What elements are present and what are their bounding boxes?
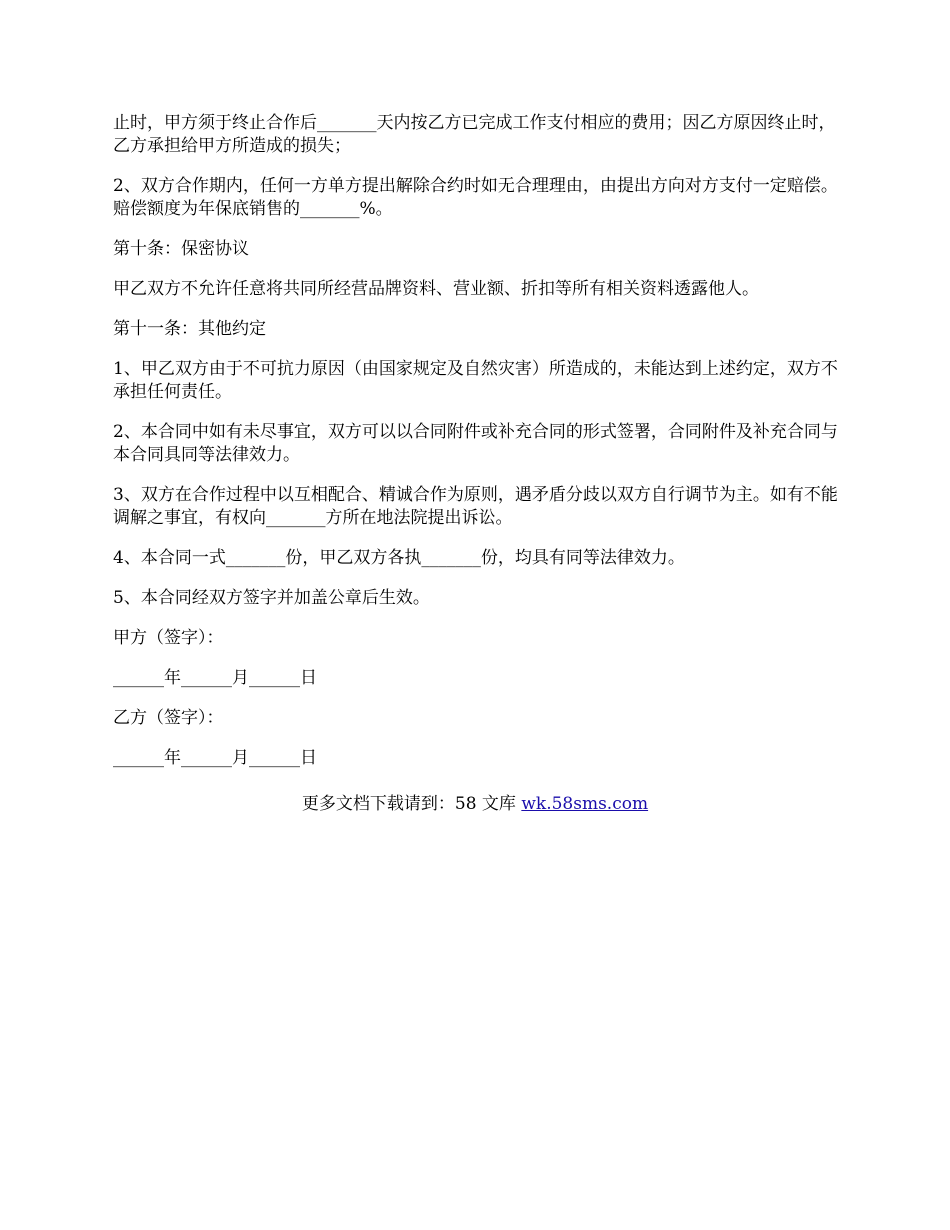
paragraph-force-majeure: 1、甲乙双方由于不可抗力原因（由国家规定及自然灾害）所造成的，未能达到上述约定，双方不承担任何责任。 <box>113 359 838 402</box>
party-b-signature-label: 乙方（签字）： <box>113 708 224 728</box>
footer <box>0 793 950 816</box>
paragraph-copies: 4、本合同一式_______份，甲乙双方各执_______份，均具有同等法律效力。 <box>113 548 685 568</box>
document-body <box>113 112 838 787</box>
paragraph-dispute-resolution: 3、双方在合作过程中以互相配合、精诚合作为原则，遇矛盾分歧以双方自行调节为主。如有不能调解之事宜，有权向_______方所在地法院提出诉讼。 <box>113 485 838 528</box>
party-a-date-line: ______年______月______日 <box>113 668 317 688</box>
paragraph-effectiveness: 5、本合同经双方签字并加盖公章后生效。 <box>113 588 430 608</box>
footer-link[interactable]: wk.58sms.com <box>521 794 649 814</box>
paragraph-compensation-clause: 2、双方合作期内，任何一方单方提出解除合约时如无合理理由，由提出方向对方支付一定赔偿。赔偿额度为年保底销售的_______%。 <box>113 176 838 219</box>
paragraph-termination-clause: 止时，甲方须于终止合作后_______天内按乙方已完成工作支付相应的费用；因乙方原因终止时，乙方承担给甲方所造成的损失； <box>113 113 836 156</box>
section-heading-confidentiality: 第十条：保密协议 <box>113 239 249 259</box>
party-b-date-line: ______年______月______日 <box>113 748 317 768</box>
section-heading-other-terms: 第十一条：其他约定 <box>113 319 266 339</box>
footer-text: 更多文档下载请到：58 文库 <box>301 794 522 814</box>
paragraph-supplementary-contract: 2、本合同中如有未尽事宜，双方可以以合同附件或补充合同的形式签署，合同附件及补充合同与本合同具同等法律效力。 <box>113 422 838 465</box>
party-a-signature-label: 甲方（签字）： <box>113 628 224 648</box>
paragraph-confidentiality: 甲乙双方不允许任意将共同所经营品牌资料、营业额、折扣等所有相关资料透露他人。 <box>113 279 759 299</box>
